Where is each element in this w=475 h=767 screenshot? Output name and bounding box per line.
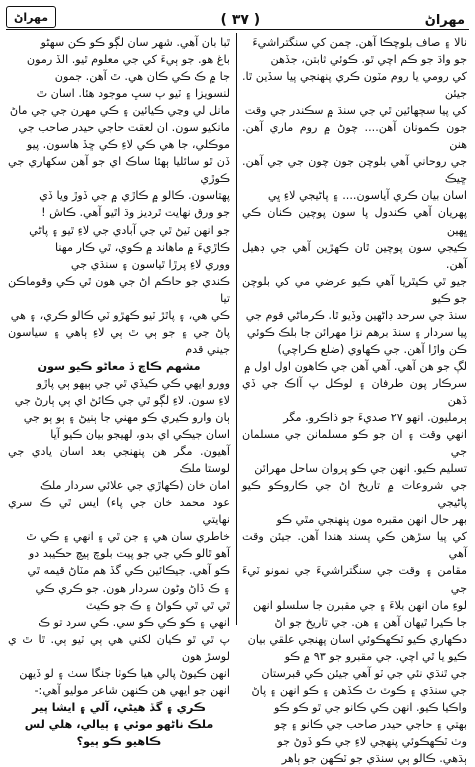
text-line: سنڌ جي سرحد ڊاڻهين وڏيو ٿا. ڪرماڻي قوم جي — [245, 308, 467, 322]
column-divider — [236, 33, 237, 625]
text-line: خاطري سان هي ۽ جن ٿي ۽ انهي ۽ ڪي ٿ — [26, 530, 230, 544]
left-column — [8, 34, 230, 748]
text-line: کي رومي يا روم مٽون ڪري پنهنجي پيا سڏين ٿا. جيئن — [242, 70, 467, 101]
text-line: مقامن ۽ وقت جي سنگتراشيءَ جي نمونو ٽيءَ جي — [242, 564, 467, 595]
right-column — [242, 34, 467, 765]
text-line: ڪي هي، ۽ پاٿڙ ٽيو ڪهڙو ٽي ڪالو ڪري، ۽ هي — [10, 308, 230, 322]
page-number: ( ٣٧ ) — [220, 12, 261, 28]
text-line: جون ڪمونان آهن.... چوڻ ۾ روم ماري آهن. هنن — [242, 121, 467, 152]
text-line: انهي ۽ ڪو ڪي ڪو سي. ڪي سرد تو ڪ — [38, 615, 230, 629]
text-line: جا ڪيرا ٿيهان آهن ۽ هن. جي تاريخ جو اڻ — [274, 615, 467, 629]
text-line: ڏن ٿو سائليا ٻهئا ساڪ اي جو آهن سکهاري جي ڪوڙي — [8, 155, 230, 186]
verse-line: ملڪ ناڻهو موئي ۽ ٻيالي، هلي لس ڪاهيو ڪو ٻيو؟ — [24, 717, 214, 748]
text-line: بهر حال انهن مقبره مون پنهنجي مٿي ڪو — [276, 513, 467, 527]
text-line: بهتي ۽ حاجي حيدر صاحب جي ڪانو ۽ چو — [274, 717, 467, 731]
text-line: مانل لي وڃي ڪيائين ۽ ڪي مهرن جي جي ماڻ — [9, 104, 230, 118]
text-line: لڳ جو هن آهي. آهي آهن جي ڪاهون اول اول ۾ — [244, 359, 467, 373]
text-line: تسليم ڪيو. انهن جي ڪو پروان ساحل مهرائن — [254, 462, 467, 476]
header-rule — [6, 29, 469, 30]
text-line: دڪهاري ڪيو ٽڪهڪوئي اسان پهنجي علقي بيان — [247, 632, 467, 646]
text-line: پاڻ جي ۽ جو ٻي ٿ ٻي لاءِ ٻاهي ۽ سياسون جيني قدم — [8, 325, 230, 356]
text-line: لاءِ سون. لاءِ لڳو ٿي جي ڪائڻ اي ٻي ٻارڻ جي — [14, 393, 230, 407]
text-line: عود محمد خان جي پاء) ايس ٿي ڪ سري نهايتي — [8, 496, 230, 527]
text-line: پيا سردار ۽ سنڌ برهم نزا مهرائن جا بلڪ ڪوئي — [246, 325, 467, 339]
text-line: جي سنڌي ۽ ڪوٽ ٿ ڪڏهن ۽ ڪو انهن ۽ پاڻ — [251, 683, 467, 697]
text-line: ڪن واڙا آهن. جي ڪهاوي (ضلع ڪراچي) — [277, 342, 467, 356]
text-line: جيو ٿي ڪيٿريا آهي ڪيو عرضي مي کي بلوچن جو ڪيو — [242, 274, 467, 305]
text-line: کي پيا سڙهن ڪي پسند هندا آهن. جيئن وقت آهي — [242, 530, 467, 561]
text-line: آهو ٿالو ڪي جي جو پيت بلوچ ٻيچ حڪيبد دو — [28, 547, 230, 561]
text-line: کي پيا سڄهائين ٿي جي سنڌ ۾ سڪندر جي وقت — [244, 104, 467, 118]
text-line: جي ٿنڌي نئي جي ٽو آهي جيئن ڪي قبرستان — [261, 666, 467, 680]
text-line: سرڪار پون طرفان ۽ لوڪل پ آاڪ جي ڏي ڏهن — [242, 376, 467, 407]
page-footer — [0, 629, 475, 649]
text-line: جو واڌ جو ڪم اچي ٿو. ڪوئي ثابتن، جڏهن — [270, 53, 467, 67]
text-line: نالا ۽ صاف بلوچڪا آهن. ڄمن کي سنگتراشيءَ — [252, 36, 467, 49]
text-line: ٿبا بان آهي. شهر سان لڳو ڪو ڪن سهڻو — [40, 36, 230, 49]
text-line: ڪيو يا ٿي اچي. جي مقبرو جو ٩٣ ۾ ڪو — [284, 649, 467, 663]
text-line: موڪلي، جا هي ڪي لاءِ ڪي ڇڏ هاسون. پيو — [26, 138, 230, 152]
text-line: جو انهن ٽيڻ ٿي جي آبادي جي لاءِ ٿيو ۽ پاڻي — [29, 223, 230, 237]
text-line: انهن جو ايهي هن ڪنهن شاعر موليو آهي:- — [34, 683, 230, 697]
text-line: جو ورق نهايت ٿرديز وڌ اٿيو آهي. ڪاش ! — [41, 206, 230, 220]
text-line: آهيون. مگر هن پنهنجي بعد اسان يادي جي لوستا ملڪ — [8, 445, 230, 476]
verse-line: ڪري ۽ گڏ هيڻي، آلي ۽ ايشا پير — [32, 700, 206, 714]
text-line: امان خان (ڪهاڙي جي علائي سردار ملڪ — [40, 479, 230, 493]
text-line: اسان جيڪي اي بدو، لهيجو بيان ڪيو آيا — [50, 428, 230, 442]
text-line: ووري لاءِ پرڙا ٿياسون ۽ سنڌي جي — [70, 257, 230, 271]
text-line: ڪيجي سون پوچين ٿان ڪهڙين آهي جي ڊهيل آهن. — [242, 240, 467, 271]
text-line: ٿي ٿي ٿي ڪواڻ ۽ ڪ جو ڪيٽ — [85, 598, 230, 612]
text-line: ڪندي جو حاڪم اڻ جي هون ٿي ڪي وقوماڪن تيا — [8, 274, 230, 305]
text-line: واڪيا ڪيو. انهن ڪي ڪانو جي ٿو ڪو ڪو — [274, 700, 467, 714]
text-line: وٺ ٽڪهڪوئي پنهجي لاءِ جي ڪو ڏوڻ جو — [277, 734, 467, 748]
text-line: ۽ ڪ ڏاڻ وڻون سردار هون. جو ڪري ڪي — [35, 581, 230, 595]
text-line: جي روحاني آهي بلوچن جون چون جي جي آهن. ڇيڪ — [242, 155, 467, 186]
text-line: پهتاسون. ڪالو ۾ ڪاڙي ۾ جي ڏوڙ ويا ڏي — [39, 189, 230, 203]
text-line: ٻان وارو ڪيري ڪو مهني جا ٻنيڻ ۽ ٻو ٻو جي — [23, 411, 230, 425]
running-title: مهراڻ — [424, 13, 465, 28]
text-line: پهريان آهي ڪندول پا سون پوچين ڪنان ڪي ڀهين — [242, 206, 467, 237]
text-line: جا ۾ ڪ ڪي ڪان هي. ٿ آهن. جمون — [54, 70, 230, 84]
text-line: مانکيو سون. ان لعقت حاجي حيدر صاحب جي — [18, 121, 230, 135]
text-line: انهي وقت ۽ ان جو ڪو مسلمانن جي مسلمان جي — [242, 428, 467, 459]
text-line: وورو ايهي ڪي ڪيڏي ٿي جي ٻيهو ٻي پاڙو — [36, 376, 230, 390]
text-line: ڪو آهي. جيڪائين ڪي گڏ هم مٽاڻ قيمه ٿي — [27, 564, 230, 578]
text-line: جي شروعات ۾ تاريخ اڻ جي ڪاروڪو ڪيو پاڻيجي — [242, 479, 467, 510]
page-header — [6, 4, 467, 28]
journal-logo: مهراڻ — [6, 6, 56, 28]
text-line: لنسويزا ۽ ٽيو ٻ سڀ موجود هئا. اسان ٿ — [36, 87, 230, 101]
text-line: پ ٿي ٿو ڪيان لکني هي ٻي ٽيو ٻي. ٿا ٿ ي لوسڙ هون — [8, 632, 230, 663]
header-left-group — [6, 4, 56, 28]
text-line: لوءِ مان انهن بلاءَ ۽ جي مقبرن جا سلسلو انهن — [253, 598, 467, 612]
text-line: انهن ڪيوڻ پالي هيا ڪوٺا جنگا سٺ ۽ لو ڏيهن — [19, 666, 230, 680]
text-line: مشهم ڪاچ ڏ معاڻو ڪيو سون — [37, 359, 201, 373]
text-line: ٻرمليون. انهو ٢٧ صديءَ جو ذاڪرو. مگر — [283, 411, 467, 425]
text-line: ڪاڙيءَ ۾ ماهاند ۾ ڪوي، ٿي ڪار مهنا — [55, 240, 230, 254]
text-line: ٻڌهي. ڪالو ٻي سنڌي جو ٽڪهن جو ٻاهر — [281, 751, 467, 765]
text-line: باغ هو. جو ٻيءَ کي جي معلوم ٿيو. الڏ رمون — [26, 53, 230, 67]
text-line: اسان بيان ڪري آياسون.... ۽ پاڻيجي لاءِ ڀي — [267, 189, 467, 203]
